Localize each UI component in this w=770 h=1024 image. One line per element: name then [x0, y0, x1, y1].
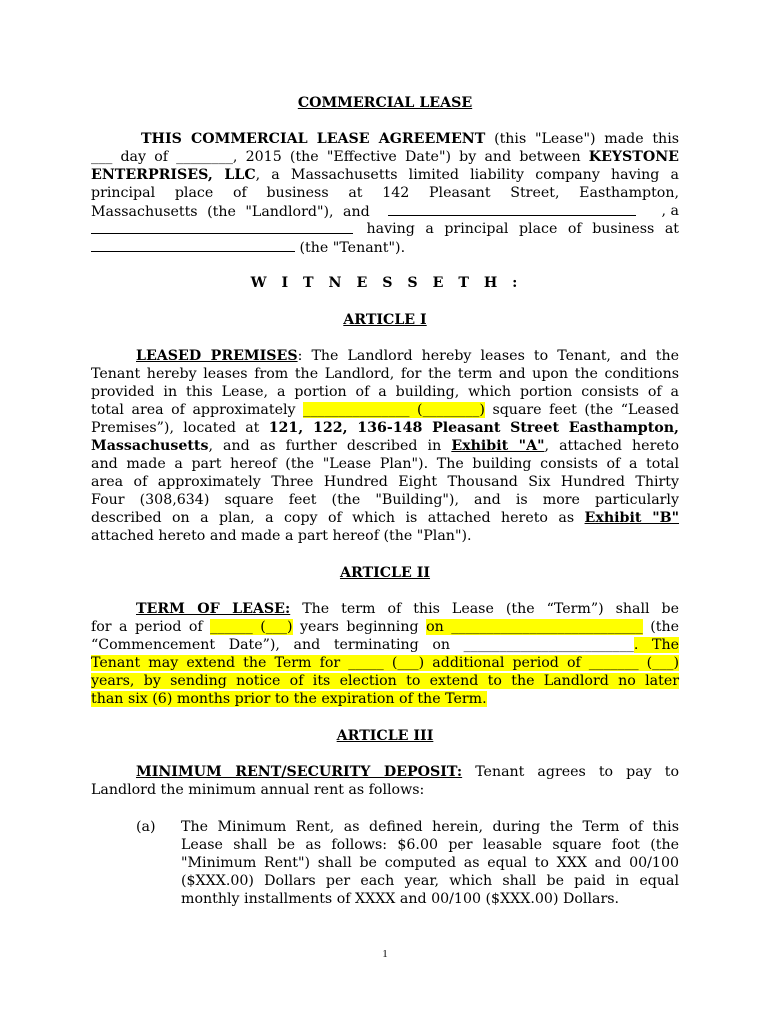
- agreement-label: THIS COMMERCIAL LEASE AGREEMENT: [141, 131, 486, 147]
- intro-line-2: ___ day of ________, 2015 (the "Effective Date") by and between KEYSTONE: [91, 149, 679, 165]
- exhibit-b-reference: Exhibit "B": [584, 510, 680, 526]
- square-feet-blank[interactable]: _______________ (________): [303, 402, 485, 418]
- article-1-line-11: attached hereto and made a part hereof (the "Plan").: [91, 528, 472, 544]
- intro-line-1: THIS COMMERCIAL LEASE AGREEMENT (this "Lease") made this: [141, 131, 680, 147]
- term-years-blank[interactable]: ______ (___): [210, 619, 293, 635]
- article-3-line-1: MINIMUM RENT/SECURITY DEPOSIT: Tenant agrees to pay to: [136, 764, 679, 780]
- intro-line-3: ENTERPRISES, LLC, a Massachusetts limited liability company having a: [91, 167, 679, 183]
- intro-line-4: principal place of business at 142 Pleasant Street, Easthampton,: [91, 185, 679, 201]
- page-number: 1: [382, 948, 388, 960]
- article-2-line-6: than six (6) months prior to the expiration of the Term.: [91, 691, 487, 707]
- article-1-line-10: described on a plan, a copy of which is attached hereto as Exhibit "B": [91, 510, 680, 526]
- termination-date-blank[interactable]: ________________________: [463, 637, 634, 653]
- article-1-line-4: total area of approximately _______________ (________) square feet (the “Leased: [91, 402, 680, 418]
- article-1-line-6: Massachusetts, and as further described in Exhibit "A", attached hereto: [91, 438, 679, 454]
- tenant-name-blank[interactable]: [388, 202, 636, 216]
- article-1-heading: ARTICLE I: [343, 312, 427, 328]
- commencement-date-blank[interactable]: on ___________________________: [426, 619, 643, 635]
- article-1-line-7: and made a part hereof (the "Lease Plan"). The building consists of a total: [91, 456, 679, 472]
- clause-a-line-1: The Minimum Rent, as defined herein, during the Term of this: [181, 819, 679, 835]
- article-3-heading: ARTICLE III: [336, 728, 434, 744]
- clause-a-line-4: ($XXX.00) Dollars per each year, which shall be paid in equal: [181, 873, 679, 889]
- article-2-line-1: TERM OF LEASE: The term of this Lease (the “Term”) shall be: [136, 601, 679, 617]
- term-of-lease-label: TERM OF LEASE:: [136, 601, 291, 617]
- tenant-entity-blank[interactable]: [91, 220, 353, 234]
- article-2-line-3: “Commencement Date”), and terminating on ________________________. The: [91, 637, 679, 653]
- document-title: COMMERCIAL LEASE: [297, 95, 473, 111]
- clause-a-line-2: Lease shall be as follows: $6.00 per leasable square foot (the: [181, 837, 679, 853]
- article-1-line-8: area of approximately Three Hundred Eight Thousand Six Hundred Thirty: [91, 474, 679, 490]
- leased-premises-label: LEASED PREMISES: [136, 348, 298, 364]
- clause-a-line-3: "Minimum Rent") shall be computed as equal to XXX and 00/100: [181, 855, 679, 871]
- minimum-rent-label: MINIMUM RENT/SECURITY DEPOSIT:: [136, 764, 463, 780]
- article-1-line-5: Premises”), located at 121, 122, 136-148 Pleasant Street Easthampton,: [91, 420, 679, 436]
- extension-clause: Tenant may extend the Term for _____ (___) additional period of _______ (___): [91, 655, 679, 671]
- intro-line-7: (the "Tenant").: [91, 238, 679, 256]
- article-2-line-2: for a period of ______ (___) years beginning on ___________________________ (the: [91, 619, 680, 635]
- article-1-line-9: Four (308,634) square feet (the "Building"), and is more particularly: [91, 492, 679, 508]
- article-1-line-3: provided in this Lease, a portion of a building, which portion consists of a: [91, 384, 679, 400]
- landlord-name: KEYSTONE: [588, 149, 679, 165]
- article-1-line-1: LEASED PREMISES: The Landlord hereby leases to Tenant, and the: [136, 348, 679, 364]
- article-3-line-2: Landlord the minimum annual rent as follows:: [91, 782, 425, 798]
- tenant-address-blank[interactable]: [91, 238, 295, 252]
- clause-a-line-5: monthly installments of XXXX and 00/100 ($XXX.00) Dollars.: [181, 891, 620, 907]
- article-1-line-2: Tenant hereby leases from the Landlord, for the term and upon the conditions: [91, 366, 679, 382]
- exhibit-a-reference: Exhibit "A": [451, 438, 545, 454]
- article-2-line-5: years, by sending notice of its election to extend to the Landlord no later: [91, 673, 679, 689]
- intro-line-6: having a principal place of business at: [91, 220, 679, 238]
- article-2-heading: ARTICLE II: [339, 565, 431, 581]
- premises-address: 121, 122, 136-148 Pleasant Street Easthampton,: [268, 420, 679, 436]
- clause-a-marker: (a): [136, 819, 156, 835]
- intro-line-5: Massachusetts (the "Landlord"), and , a: [91, 203, 679, 220]
- witnesseth-heading: W I T N E S S E T H :: [250, 275, 520, 291]
- article-2-line-4: [91, 654, 679, 672]
